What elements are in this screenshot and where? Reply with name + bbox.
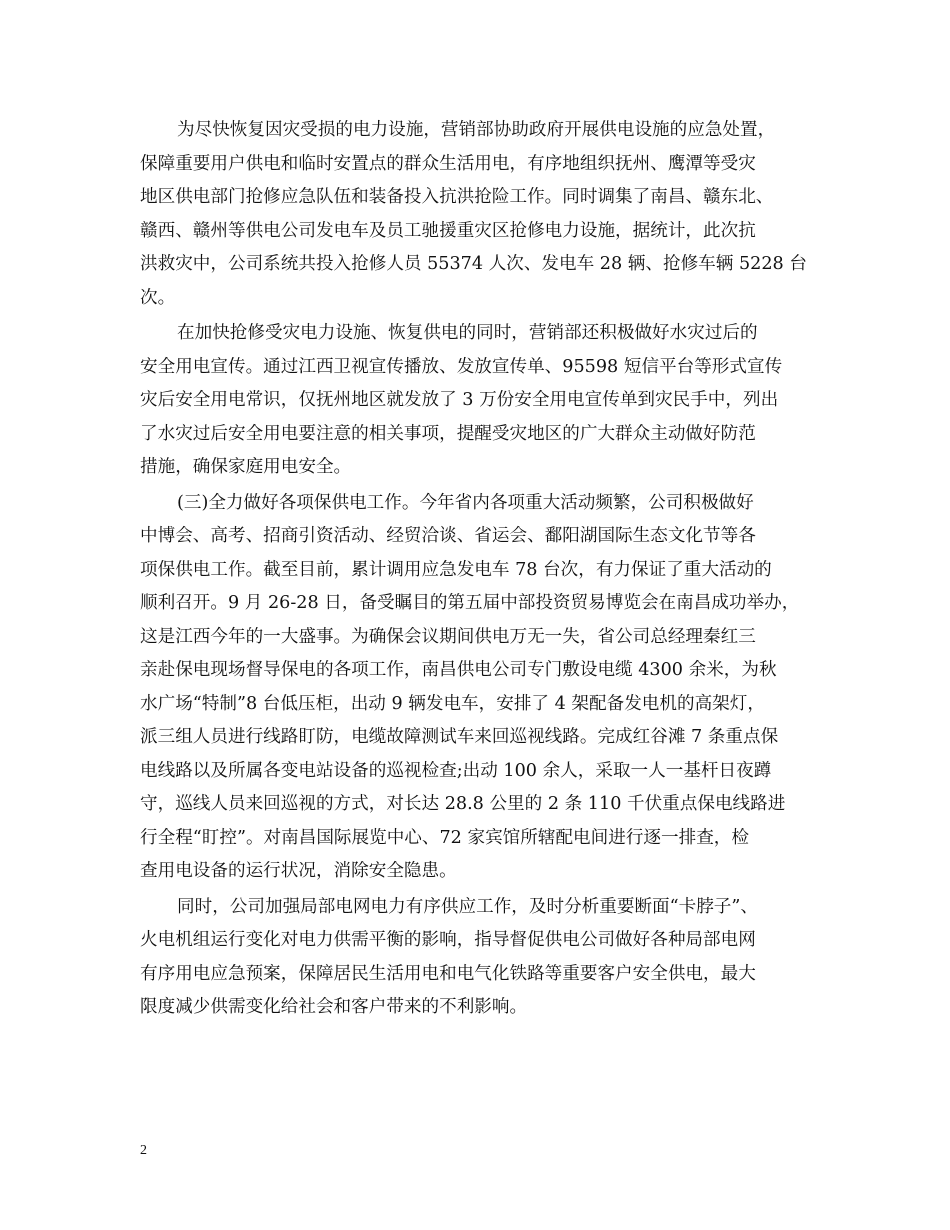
text-line: 行全程“盯控”。对南昌国际展览中心、72 家宾馆所辖配电间进行逐一排查，检 (140, 827, 749, 848)
text-line: 派三组人员进行线路盯防，电缆故障测试车来回巡视线路。完成红谷滩 7 条重点保 (140, 727, 779, 747)
text-line: 电线路以及所属各变电站设备的巡视检查;出动 100 余人，采取一人一基杆日夜蹲 (140, 760, 772, 781)
paragraph (140, 487, 820, 889)
page-number: 2 (140, 1143, 147, 1158)
text-line: 火电机组运行变化对电力供需平衡的影响，指导督促供电公司做好各种局部电网 (140, 930, 756, 950)
text-line: 有序用电应急预案，保障居民生活用电和电气化铁路等重要客户安全供电，最大 (140, 963, 756, 984)
text-line: 限度减少供需变化给社会和客户带来的不利影响。 (140, 997, 528, 1017)
text-line: 项保供电工作。截至目前，累计调用应急发电车 78 台次，有力保证了重大活动的 (140, 559, 772, 580)
text-line: 这是江西今年的一大盛事。为确保会议期间供电万无一失，省公司总经理秦红三 (140, 626, 756, 647)
text-line: 洪救灾中，公司系统共投入抢修人员 55374 人次、发电车 28 辆、抢修车辆 5228 台 (140, 254, 807, 274)
text-line: 安全用电宣传。通过江西卫视宣传播放、发放宣传单、95598 短信平台等形式宣传 (140, 356, 783, 377)
text-line: 保障重要用户供电和临时安置点的群众生活用电，有序地组织抚州、鹰潭等受灾 (140, 153, 756, 174)
text-line: 灾后安全用电常识，仅抚州地区就发放了 3 万份安全用电宣传单到灾民手中，列出 (140, 390, 779, 410)
paragraph (140, 891, 820, 1025)
text-line: 顺利召开。9 月 26-28 日，备受瞩目的第五届中部投资贸易博览会在南昌成功举办， (140, 593, 800, 613)
text-line: 守，巡线人员来回巡视的方式，对长达 28.8 公里的 2 条 110 千伏重点保电线路进 (140, 794, 786, 814)
paragraph (140, 317, 820, 485)
text-line: 地区供电部门抢修应急队伍和装备投入抗洪抢险工作。同时调集了南昌、赣东北、 (140, 187, 774, 207)
text-line: 赣西、赣州等供电公司发电车及员工驰援重灾区抢修电力设施，据统计，此次抗 (140, 220, 756, 241)
text-line: 为尽快恢复因灾受损的电力设施，营销部协助政府开展供电设施的应急处置， (177, 120, 776, 140)
text-line: (三)全力做好各项保供电工作。今年省内各项重大活动频繁，公司积极做好 (177, 492, 754, 513)
text-line: 水广场“特制”8 台低压柜，出动 9 辆发电车，安排了 4 架配备发电机的高架灯， (140, 693, 765, 714)
text-line: 了水灾过后安全用电要注意的相关事项，提醒受灾地区的广大群众主动做好防范 (140, 423, 756, 444)
text-line: 次。 (140, 287, 176, 308)
text-line: 亲赴保电现场督导保电的各项工作，南昌供电公司专门敷设电缆 4300 余米，为秋 (140, 660, 777, 680)
paragraph (140, 114, 820, 315)
body-text (140, 114, 820, 1027)
text-line: 措施，确保家庭用电安全。 (140, 457, 352, 477)
text-line: 同时，公司加强局部电网电力有序供应工作，及时分析重要断面“卡脖子”、 (177, 896, 758, 917)
text-line: 中博会、高考、招商引资活动、经贸洽谈、省运会、鄱阳湖国际生态文化节等各 (140, 526, 756, 546)
text-line: 查用电设备的运行状况，消除安全隐患。 (140, 861, 457, 881)
text-line: 在加快抢修受灾电力设施、恢复供电的同时，营销部还积极做好水灾过后的 (177, 323, 758, 343)
